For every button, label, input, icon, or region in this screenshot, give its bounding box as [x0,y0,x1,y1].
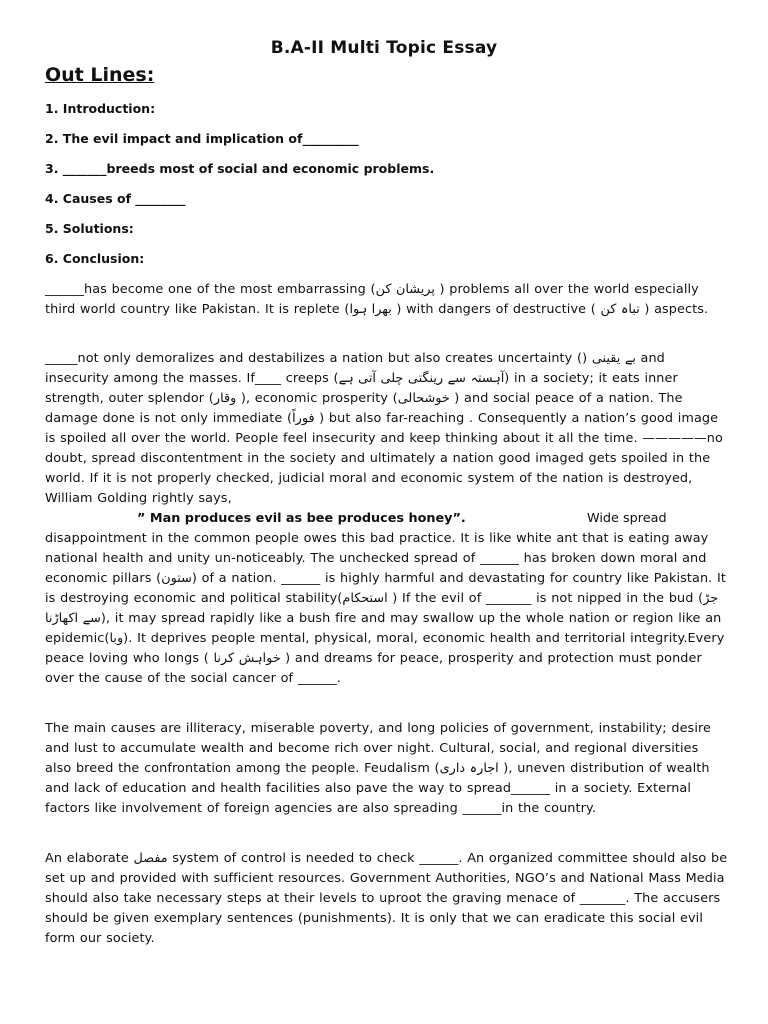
quote-continuation: Wide spread [587,511,667,526]
introduction-paragraph: ______has become one of the most embarrassing (پریشان کن ) problems all over the world especially third world country like Pakistan. It is replete (بھرا ہوا ) with dangers of destructive ( تباہ کن ) aspects. [45,282,709,317]
outline-item: 3. _______breeds most of social and economic problems. [45,161,435,176]
outline-item: 4. Causes of ________ [45,191,186,206]
solutions-paragraph: An elaborate مفصل system of control is needed to check ______. An organized committee should also be set up and provided with sufficient resources. Government Authorities, NGO’s and National Mass Media should also take necessary steps at their levels to uproot the graving menace of _______. The accusers should be given exemplary sentences (punishments). It is only that we can eradicate this social evil form our society. [45,851,728,946]
outlines-heading: Out Lines: [45,64,155,86]
document-title: B.A-II Multi Topic Essay [270,38,498,58]
impact-paragraph-continued: disappointment in the common people owes this bad practice. It is like white ant that is eating away national health and unity un-noticeably. The unchecked spread of ______ has broken down moral and economic pillars (ستون) of a nation. ______ is highly harmful and devastating for country like Pakistan. It is destroying economic and political stability(استحکام ) If the evil of _______ is not nipped in the bud (جڑ سے اکھاڑنا), it may spread rapidly like a bush fire and may swallow up the whole nation or region like an epidemic(وبا). It deprives people mental, physical, moral, economic health and territorial integrity.Every peace loving who longs ( خواہش کرنا ) and dreams for peace, prosperity and protection must ponder over the cause of the social cancer of ______. [45,531,726,686]
impact-paragraph: _____not only demoralizes and destabilizes a nation but also creates uncertainty () بے یقینی and insecurity among the masses. If____ creeps (آہستہ سے رینگتی چلی آتی ہے) in a society; it eats inner strength, outer splendor (وقار ), economic prosperity (خوشحالی ) and social peace of a nation. The damage done is not only immediate (فوراً ) but also far-reaching . Consequently a nation’s good image is spoiled all over the world. People feel insecurity and keep thinking about it all the time. —————no doubt, spread discontentment in the society and ultimately a nation good imaged gets spoiled in the world. If it is not properly checked, judicial moral and economic system of the nation is destroyed, William Golding rightly says, [45,351,723,506]
outline-item: 1. Introduction: [45,101,156,116]
outline-list [45,100,434,280]
outline-item: 5. Solutions: [45,221,134,236]
quote-line [45,509,729,529]
golding-quote: ” Man produces evil as bee produces honey”. [137,511,466,526]
outline-item: 2. The evil impact and implication of_________ [45,131,359,146]
causes-paragraph: The main causes are illiteracy, miserable poverty, and long policies of government, instability; desire and lust to accumulate wealth and become rich over night. Cultural, social, and regional diversities also breed the confrontation among the people. Feudalism (اجارہ داری ), uneven distribution of wealth and lack of education and health facilities also pave the way to spread______ in a society. External factors like involvement of foreign agencies are also spreading ______in the country. [45,721,712,816]
outline-item: 6. Conclusion: [45,251,145,266]
